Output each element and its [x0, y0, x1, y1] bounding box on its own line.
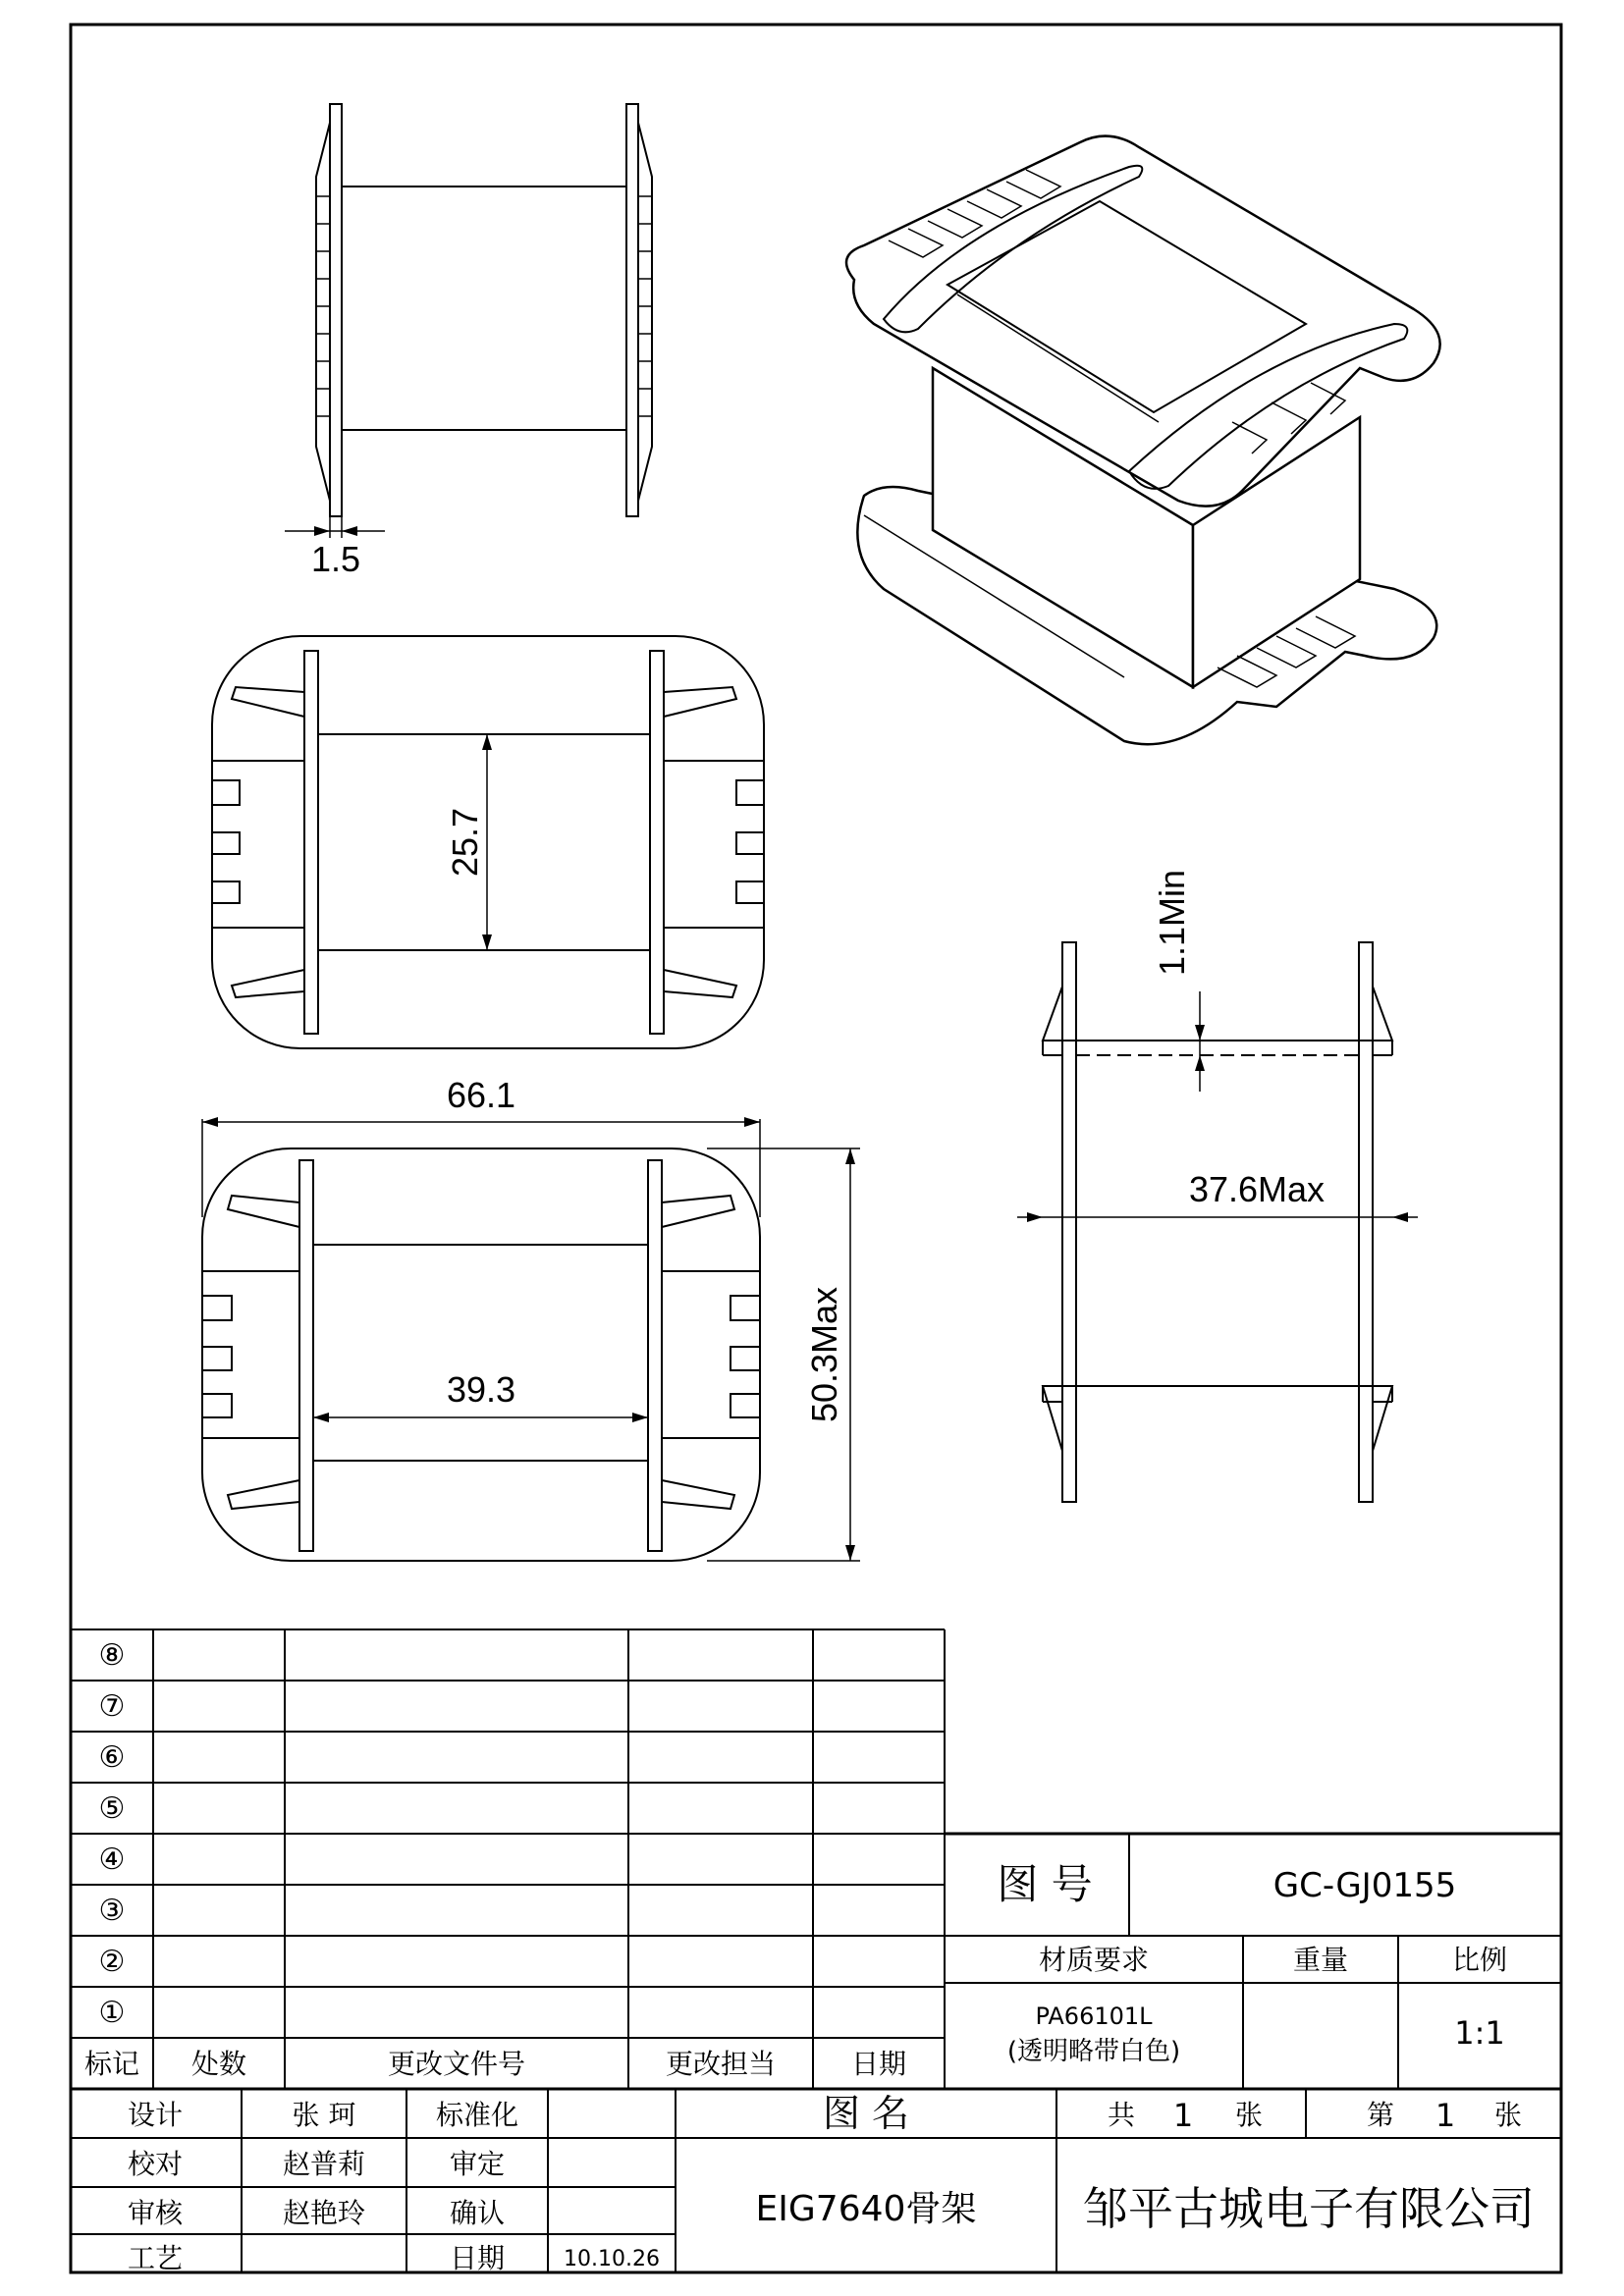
left-flange [330, 104, 342, 516]
total-sheets-unit: 张 [1234, 2099, 1264, 2131]
checker-name: 赵普莉 [282, 2148, 366, 2180]
revision-mark-1: ① [98, 1996, 126, 2030]
header-change-doc: 更改文件号 [387, 2048, 526, 2080]
top-view [212, 636, 764, 1048]
revision-table [71, 1629, 1561, 2089]
sheet-label: 第 [1366, 2099, 1395, 2131]
revision-mark-2: ② [98, 1945, 126, 1979]
drawing-name: EIG7640骨架 [755, 2189, 977, 2229]
scale-value: 1:1 [1454, 2014, 1505, 2052]
revision-mark-5: ⑤ [98, 1791, 126, 1826]
reviewer-name: 赵艳玲 [282, 2197, 366, 2229]
material-grade: PA66101L [1035, 2002, 1153, 2030]
dim-window-width: 39.3 [446, 1369, 516, 1410]
dim-wall-thickness: 1.1Min [1152, 869, 1192, 977]
check-label: 校对 [127, 2148, 184, 2180]
process-label: 工艺 [127, 2242, 184, 2274]
side-view [285, 104, 652, 579]
revision-mark-3: ③ [98, 1894, 126, 1928]
confirm-label: 确认 [449, 2197, 506, 2229]
drawing-no: GC-GJ0155 [1272, 1866, 1457, 1905]
header-date: 日期 [850, 2048, 907, 2080]
company-name: 邹平古城电子有限公司 [1083, 2182, 1535, 2235]
total-sheets: 1 [1172, 2097, 1194, 2134]
date-label: 日期 [449, 2242, 506, 2274]
date-value: 10.10.26 [564, 2247, 660, 2271]
designer-name: 张 珂 [292, 2099, 356, 2131]
revision-mark-7: ⑦ [98, 1689, 126, 1724]
standard-label: 标准化 [435, 2099, 519, 2131]
material-label: 材质要求 [1038, 1944, 1150, 1976]
bottom-view [202, 1075, 860, 1561]
material-color: (透明略带白色) [1006, 2037, 1181, 2066]
drawing-no-label: 图 号 [997, 1860, 1093, 1908]
revision-mark-8: ⑧ [98, 1638, 126, 1673]
weight-label: 重量 [1292, 1944, 1349, 1976]
header-mark: 标记 [83, 2048, 140, 2080]
dim-window-height: 25.7 [445, 807, 485, 878]
dim-overall-length: 66.1 [446, 1075, 516, 1115]
header-count: 处数 [190, 2048, 247, 2080]
review-label: 审核 [127, 2197, 184, 2229]
total-sheets-label: 共 [1107, 2099, 1136, 2131]
sheet-unit: 张 [1493, 2099, 1523, 2131]
scale-label: 比例 [1451, 1944, 1508, 1976]
right-flange [626, 104, 638, 516]
header-change-owner: 更改担当 [665, 2048, 777, 2080]
dim-overall-depth: 37.6Max [1188, 1169, 1326, 1209]
isometric-view [846, 136, 1440, 745]
revision-mark-6: ⑥ [98, 1740, 126, 1775]
drawing-name-label: 图 名 [822, 2092, 910, 2135]
approve-label: 审定 [449, 2148, 506, 2180]
sheet-number: 1 [1435, 2097, 1456, 2134]
design-label: 设计 [127, 2099, 184, 2131]
end-view [1017, 870, 1418, 1502]
dim-overall-height: 50.3Max [804, 1286, 844, 1423]
dim-flange-thickness: 1.5 [310, 539, 361, 579]
revision-mark-4: ④ [98, 1842, 126, 1877]
